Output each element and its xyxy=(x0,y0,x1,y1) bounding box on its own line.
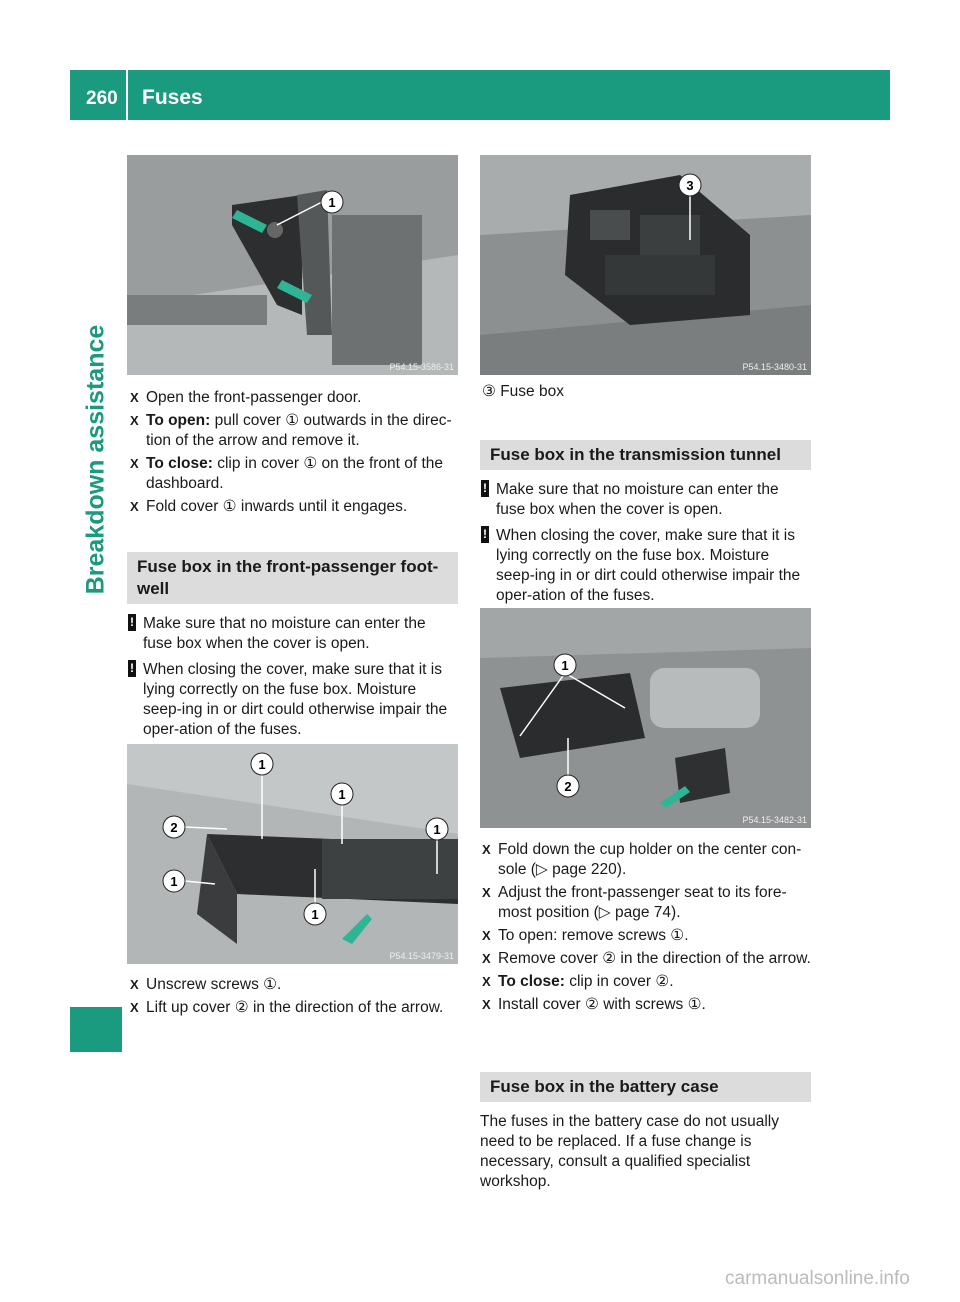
warning-note: ! Make sure that no moisture can enter the fuse box when the cover is open. xyxy=(130,615,426,652)
right-section-2 xyxy=(480,1072,811,1192)
photo-caption: ③ Fuse box xyxy=(482,383,564,400)
svg-text:1: 1 xyxy=(258,757,266,772)
photo-code: P54.15-3480-31 xyxy=(742,362,807,372)
photo-dashboard-cover xyxy=(127,155,458,375)
step-item: X Adjust the front-passenger seat to its fore-most position (▷ page 74). xyxy=(482,884,787,921)
photo-code: P54.15-3586-31 xyxy=(389,362,454,372)
section-heading: Fuse box in the battery case xyxy=(480,1072,811,1102)
callout-label: 1 xyxy=(328,195,336,210)
right-steps xyxy=(482,840,812,1018)
section-heading: Fuse box in the transmission tunnel xyxy=(480,440,811,470)
side-tab xyxy=(70,175,122,765)
right-section-1 xyxy=(480,440,811,612)
photo-code: P54.15-3482-31 xyxy=(742,815,807,825)
step-item: X Open the front-passenger door. xyxy=(130,389,362,406)
svg-text:3: 3 xyxy=(686,178,694,193)
left-steps-2 xyxy=(130,975,460,1021)
svg-text:1: 1 xyxy=(433,822,441,837)
step-item: X Fold down the cup holder on the center con-sole (▷ page 220). xyxy=(482,841,802,878)
svg-text:2: 2 xyxy=(170,820,178,835)
side-tab-marker xyxy=(70,1007,122,1052)
step-item: X Install cover ② with screws ①. xyxy=(482,996,706,1013)
step-item: X To open: remove screws ①. xyxy=(482,927,689,944)
photo-tunnel-fusebox xyxy=(480,608,811,828)
warning-note: ! When closing the cover, make sure that it is lying correctly on the fuse box. Moisture seep-ing in or dirt could otherwise impair the oper-ation of the fuses. xyxy=(130,661,448,738)
step-item: X To close: clip in cover ① on the front of the dashboard. xyxy=(130,455,444,492)
photo-code: P54.15-3479-31 xyxy=(389,951,454,961)
step-item: X Lift up cover ② in the direction of the arrow. xyxy=(130,999,444,1016)
warning-note: ! Make sure that no moisture can enter the fuse box when the cover is open. xyxy=(483,481,779,518)
page-number: 260 xyxy=(86,88,118,109)
svg-text:1: 1 xyxy=(561,658,569,673)
step-item: X To close: clip in cover ②. xyxy=(482,973,674,990)
svg-text:1: 1 xyxy=(170,874,178,889)
left-steps-1 xyxy=(130,388,460,520)
section-heading: Fuse box in the front-passenger foot-well xyxy=(127,552,458,604)
side-tab-label: Breakdown assistance xyxy=(81,324,110,595)
step-item: X Remove cover ② in the direction of the arrow. xyxy=(482,950,811,967)
photo-fusebox xyxy=(480,155,811,375)
svg-text:1: 1 xyxy=(338,787,346,802)
step-item: X Fold cover ① inwards until it engages. xyxy=(130,498,408,515)
watermark: carmanualsonline.info xyxy=(725,1268,910,1289)
body-paragraph: The fuses in the battery case do not usually need to be replaced. If a fuse change is necessary, consult a qualified specialist workshop. xyxy=(480,1113,779,1190)
left-section xyxy=(127,552,458,746)
step-item: X Unscrew screws ①. xyxy=(130,976,282,993)
photo-footwell-fusebox xyxy=(127,744,458,964)
warning-note: ! When closing the cover, make sure that it is lying correctly on the fuse box. Moisture seep-ing in or dirt could otherwise impair the oper-ation of the fuses. xyxy=(483,527,801,604)
step-item: X To open: pull cover ① outwards in the direc-tion of the arrow and remove it. xyxy=(130,412,452,449)
svg-text:1: 1 xyxy=(311,907,319,922)
header-divider xyxy=(126,70,128,120)
page-title: Fuses xyxy=(142,86,203,109)
svg-text:2: 2 xyxy=(564,779,572,794)
